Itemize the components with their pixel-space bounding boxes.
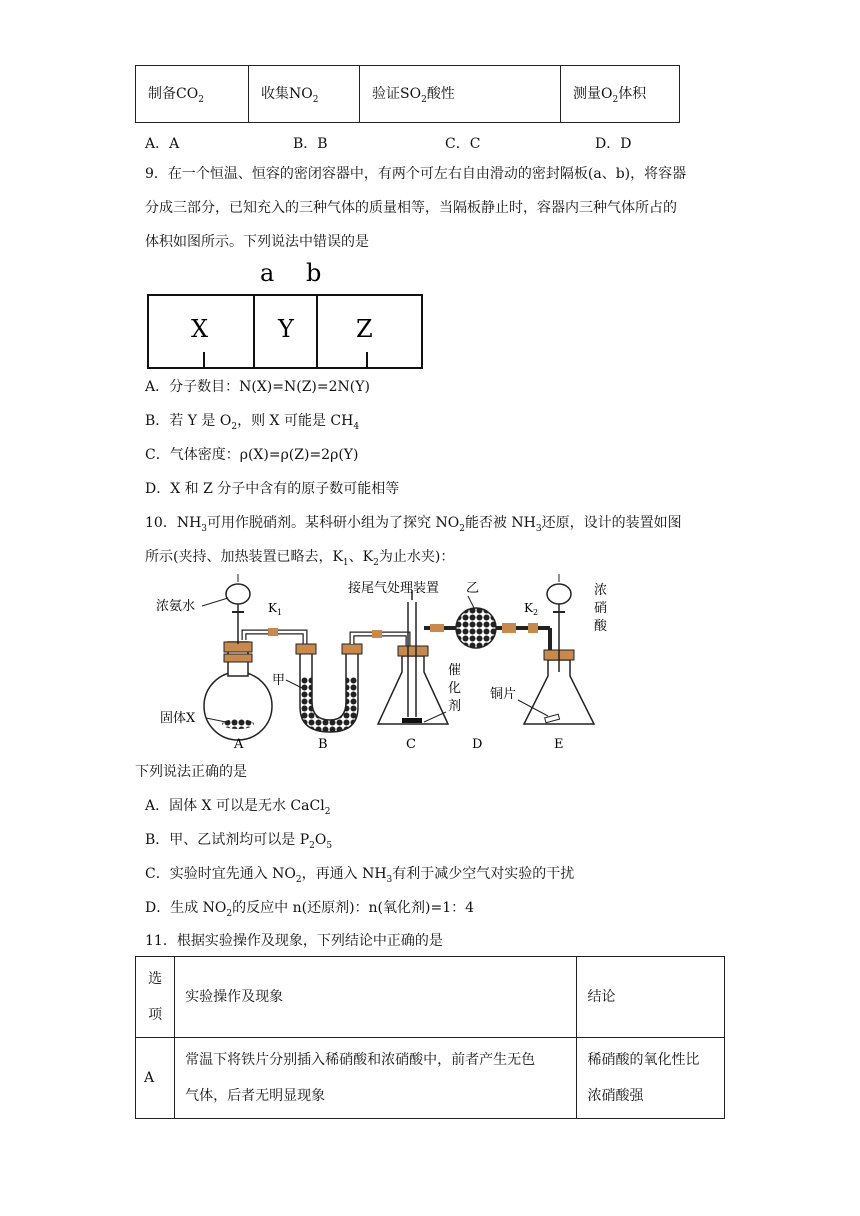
q8-option-c: C．C <box>445 136 481 152</box>
table-cell: 制备$CO_2$ <box>136 66 249 123</box>
table-cell: 稀硝酸的氧化性比 浓硝酸强 <box>577 1038 725 1119</box>
q11-stem: 11．根据实验操作及现象，下列结论中正确的是 <box>145 933 443 949</box>
label-b: B <box>318 737 328 752</box>
label-copper: 铜片 <box>490 687 517 702</box>
label-jia: 甲 <box>272 673 286 688</box>
gas-y-label: Y <box>278 315 294 343</box>
table-row <box>136 957 725 1038</box>
label-c: C <box>406 737 416 752</box>
q9-stem-line3: 体积如图所示。下列说法中错误的是 <box>145 234 369 250</box>
label-a: A <box>234 737 244 752</box>
label-d: D <box>472 737 483 752</box>
q9-option-c: C．气体密度：ρ(X)=ρ(Z)=2ρ(Y) <box>145 447 359 463</box>
partition-a-label: a <box>260 259 275 287</box>
q8-option-d: D．D <box>595 136 632 152</box>
label-e: E <box>554 737 564 752</box>
q10-apparatus-figure <box>140 572 640 752</box>
table-cell: 结论 <box>577 957 725 1038</box>
table-cell: A <box>136 1038 175 1119</box>
label-acid-3: 酸 <box>594 619 608 634</box>
gas-x-label: X <box>191 315 209 343</box>
label-solid-x: 固体X <box>160 711 196 726</box>
q10-option-a: A．固体 X 可以是无水 CaCl$_2$ <box>145 798 331 817</box>
q11-table <box>135 956 725 1119</box>
q9-container-figure <box>140 255 440 375</box>
q9-option-b: B．若 Y 是 $O_2$，则 X 可能是 $CH_4$ <box>145 413 360 432</box>
q9-option-a: A．分子数目：N(X)=N(Z)=2N(Y) <box>145 379 370 395</box>
table-cell: 收集$NO_2$ <box>249 66 360 123</box>
q10-question: 下列说法正确的是 <box>135 764 247 780</box>
table-cell: 实验操作及现象 <box>175 957 577 1038</box>
clamp-k1 <box>268 628 278 636</box>
partition-b-label: b <box>306 259 322 287</box>
gas-z-label: Z <box>356 315 373 343</box>
q8-option-a: A．A <box>145 136 180 152</box>
label-catalyst-3: 剂 <box>448 699 462 714</box>
q9-stem-line2: 分成三部分，已知充入的三种气体的质量相等，当隔板静止时，容器内三种气体所占的 <box>145 200 677 216</box>
catalyst <box>402 718 422 723</box>
label-k2: $K_2$ <box>524 601 539 617</box>
apparatus-e-flask <box>524 574 594 724</box>
table-row <box>136 1038 725 1119</box>
q10-stem-line1: 10．$NH_3$可用作脱硝剂。某科研小组为了探究 $NO_2$能否被 $NH_3$还原，设计的装置如图 <box>145 515 682 534</box>
q10-option-d: D．生成 $NO_2$的反应中 n(还原剂)：n(氧化剂)=1：4 <box>145 900 475 919</box>
label-k1: $K_1$ <box>268 601 283 617</box>
clamp-k2 <box>528 623 538 633</box>
table-cell: 验证$SO_2$酸性 <box>360 66 561 123</box>
q10-option-c: C．实验时宜先通入 $NO_2$，再通入 $NH_3$有利于减少空气对实验的干扰 <box>145 866 575 885</box>
table-cell: 选 项 <box>136 957 175 1038</box>
apparatus-c-flask <box>378 590 448 724</box>
funnel-a <box>226 584 250 604</box>
label-tail-gas: 接尾气处理装置 <box>348 581 440 596</box>
label-catalyst-2: 化 <box>448 681 462 696</box>
q10-stem-line2: 所示(夹持、加热装置已略去，$K_1$、$K_2$为止水夹)： <box>145 549 455 568</box>
label-catalyst-1: 催 <box>448 663 462 678</box>
apparatus-d-drying-bulb <box>456 608 496 648</box>
label-yi: 乙 <box>466 581 480 596</box>
table-cell: 常温下将铁片分别插入稀硝酸和浓硝酸中，前者产生无色 气体，后者无明显现象 <box>175 1038 577 1119</box>
table-cell: 测量$O_2$体积 <box>561 66 680 123</box>
solid-x <box>222 719 254 729</box>
label-acid-1: 浓 <box>594 583 608 598</box>
q10-option-b: B．甲、乙试剂均可以是 $P_2O_5$ <box>145 832 333 851</box>
label-ammonia: 浓氨水 <box>156 599 196 614</box>
q8-options-table <box>135 65 680 123</box>
apparatus-a-flask <box>204 574 272 740</box>
q9-option-d: D．X 和 Z 分子中含有的原子数可能相等 <box>145 481 400 497</box>
funnel-e <box>547 584 571 604</box>
apparatus-b-u-tube <box>296 644 362 732</box>
label-acid-2: 硝 <box>594 601 608 616</box>
q9-stem-line1: 9．在一个恒温、恒容的密闭容器中，有两个可左右自由滑动的密封隔板(a、b)，将容器 <box>145 166 687 182</box>
q8-option-b: B．B <box>293 136 328 152</box>
